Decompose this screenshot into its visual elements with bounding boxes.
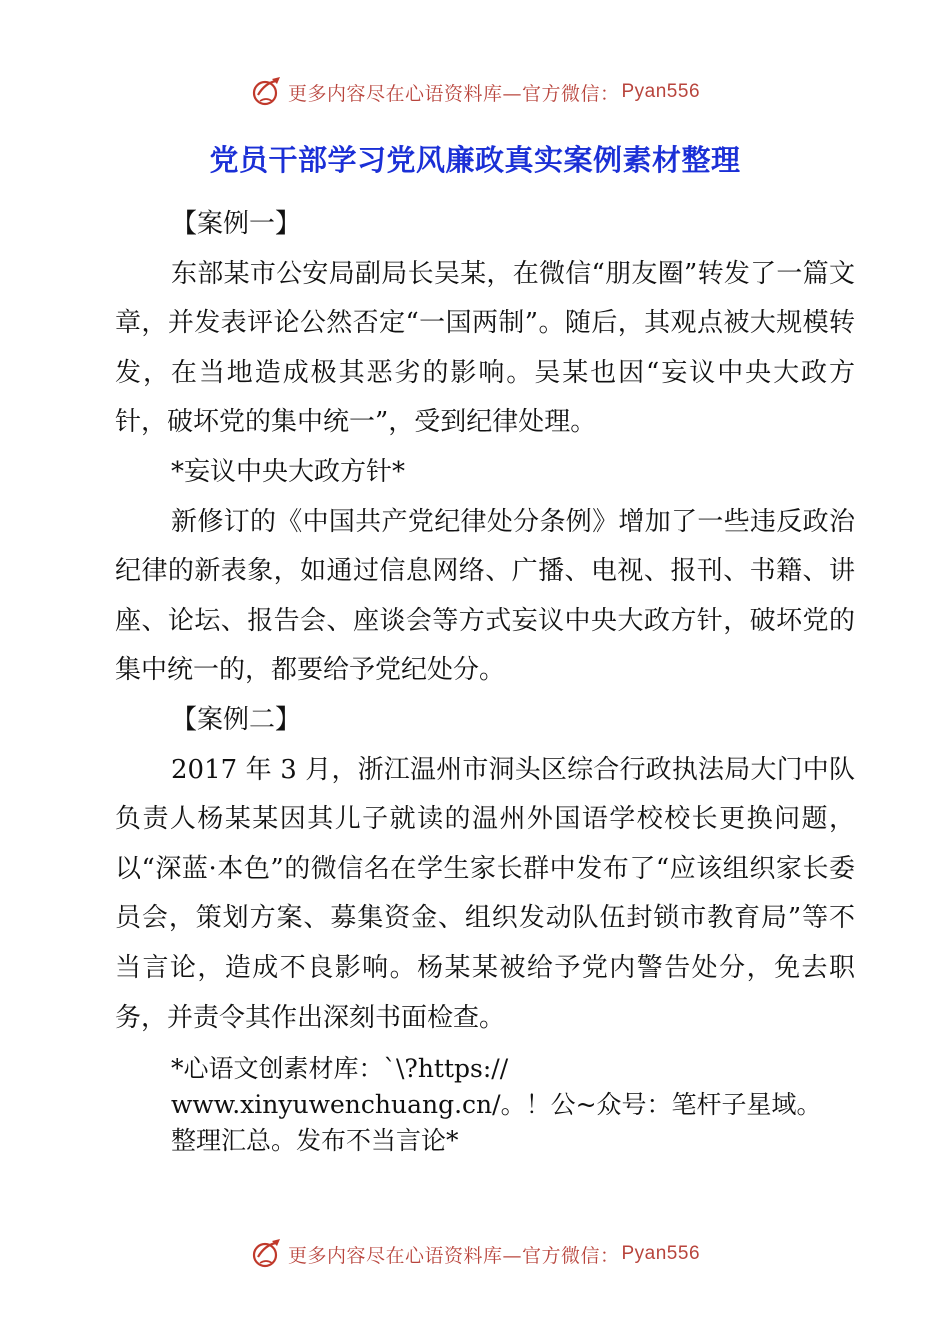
header-banner [0, 72, 950, 112]
banner-text: 更多内容尽在心语资料库—官方微信： [287, 82, 620, 105]
document-body [115, 200, 855, 1159]
brand-logo-icon [250, 75, 284, 109]
case2-paragraph-1: 2017 年 3 月，浙江温州市洞头区综合行政执法局大门中队负责人杨某某因其儿子就读的温州外国语学校校长更换问题，以“深蓝·本色”的微信名在学生家长群中发布了“应该组织家长委员会，策划方案、募集资金、组织发动队伍封锁市教育局”等不当言论，造成不良影响。杨某某被给予党内警告处分，免去职务，并责令其作出深刻书面检查。 [115, 754, 855, 1033]
case1-subheading: *妄议中央大政方针* [171, 456, 406, 487]
case2-heading: 【案例二】 [171, 704, 302, 735]
document-title: 党员干部学习党风廉政真实案例素材整理 [209, 143, 741, 177]
case1-paragraph-1: 东部某市公安局副局长吴某，在微信“朋友圈”转发了一篇文章，并发表评论公然否定“一国两制”。随后，其观点被大规模转发，在当地造成极其恶劣的影响。吴某也因“妄议中央大政方针，破坏党的集中统一”，受到纪律处理。 [115, 258, 855, 438]
footer-banner [0, 1234, 950, 1274]
source-note-line-1: *心语文创素材库：`\?https:// [171, 1054, 509, 1084]
source-note-line-3: 整理汇总。发布不当言论* [171, 1126, 459, 1156]
case1-heading: 【案例一】 [171, 209, 302, 239]
source-note-line-2: www.xinyuwenchuang.cn/。！公~众号：笔杆子星域。 [171, 1090, 822, 1120]
banner-account: Pyan556 [621, 1243, 701, 1264]
case1-paragraph-2: 新修订的《中国共产党纪律处分条例》增加了一些违反政治纪律的新表象，如通过信息网络、广播、电视、报刊、书籍、讲座、论坛、报告会、座谈会等方式妄议中央大政方针，破坏党的集中统一的，都要给予党纪处分。 [115, 506, 855, 686]
brand-logo-icon [250, 1237, 284, 1271]
source-note [171, 1051, 855, 1159]
banner-account: Pyan556 [621, 81, 701, 102]
banner-text: 更多内容尽在心语资料库—官方微信： [287, 1244, 620, 1267]
